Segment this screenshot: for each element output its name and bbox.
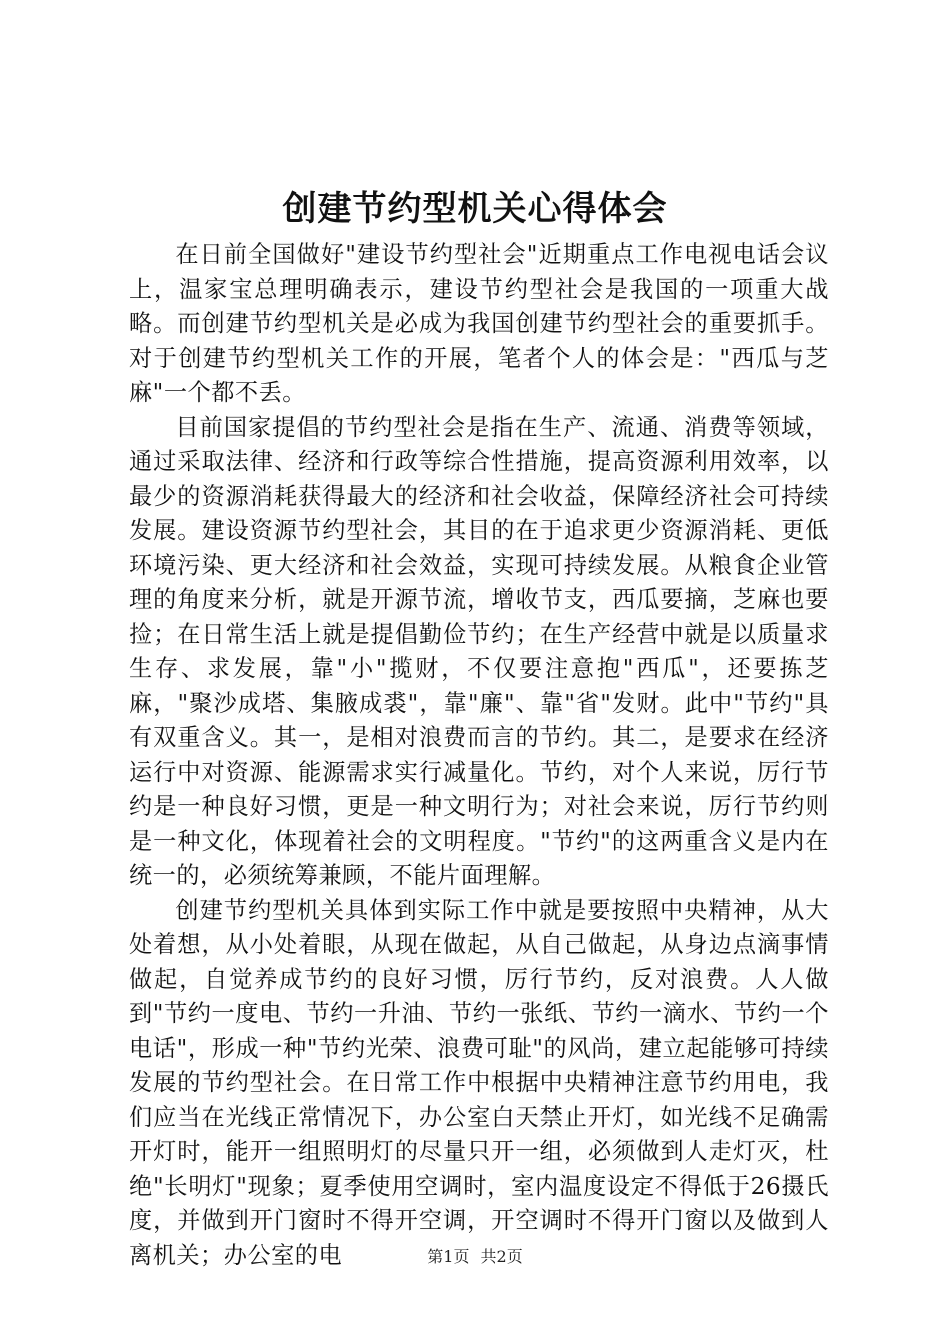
document-title: 创建节约型机关心得体会 [282, 189, 668, 229]
paragraph-1: 在日前全国做好"建设节约型社会"近期重点工作电视电话会议上，温家宝总理明确表示，建设节约型社会是我国的一项重大战略。而创建节约型机关是必成为我国创建节约型社会的重要抓手。对于创建节约型机关工作的开展，笔者个人的体会是："西瓜与芝麻"一个都不丢。 [129, 241, 829, 406]
document-body [129, 238, 829, 1273]
page-total: 共2页 [480, 1247, 523, 1266]
page-number: 第1页 [427, 1247, 470, 1266]
paragraph-3: 创建节约型机关具体到实际工作中就是要按照中央精神，从大处着想，从小处着眼，从现在做起，从自己做起，从身边点滴事情做起，自觉养成节约的良好习惯，厉行节约，反对浪费。人人做到"节约一度电、节约一升油、节约一张纸、节约一滴水、节约一个电话"，形成一种"节约光荣、浪费可耻"的风尚，建立起能够可持续发展的节约型社会。在日常工作中根据中央精神注意节约用电，我们应当在光线正常情况下，办公室白天禁止开灯，如光线不足确需开灯时，能开一组照明灯的尽量只开一组，必须做到人走灯灭，杜绝"长明灯"现象；夏季使用空调时，室内温度设定不得低于26摄氏度，并做到开门窗时不得开空调，开空调时不得开门窗以及做到人离机关；办公室的电 [129, 896, 829, 1269]
paragraph-2: 目前国家提倡的节约型社会是指在生产、流通、消费等领域，通过采取法律、经济和行政等综合性措施，提高资源利用效率，以最少的资源消耗获得最大的经济和社会收益，保障经济社会可持续发展。建设资源节约型社会，其目的在于追求更少资源消耗、更低环境污染、更大经济和社会效益，实现可持续发展。从粮食企业管理的角度来分析，就是开源节流，增收节支，西瓜要摘，芝麻也要捡；在日常生活上就是提倡勤俭节约；在生产经营中就是以质量求生存、求发展，靠"小"揽财，不仅要注意抱"西瓜"，还要拣芝麻，"聚沙成塔、集腋成裘"，靠"廉"、靠"省"发财。此中"节约"具有双重含义。其一，是相对浪费而言的节约。其二，是要求在经济运行中对资源、能源需求实行减量化。节约，对个人来说，厉行节约是一种良好习惯，更是一种文明行为；对社会来说，厉行节约则是一种文化，体现着社会的文明程度。"节约"的这两重含义是内在统一的，必须统筹兼顾，不能片面理解。 [129, 413, 829, 889]
page-footer [0, 1244, 950, 1267]
